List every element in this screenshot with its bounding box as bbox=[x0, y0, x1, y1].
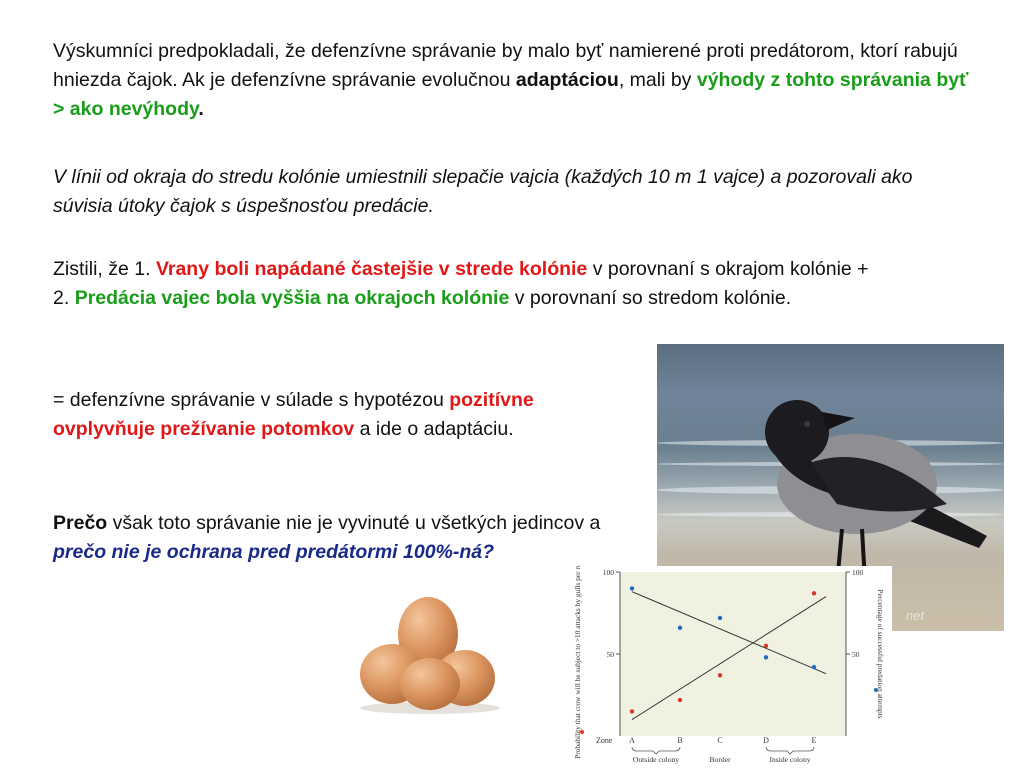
finding1-suffix: v porovnaní s okrajom kolónie + bbox=[587, 258, 869, 280]
paragraph-findings bbox=[53, 255, 963, 313]
x-group-label: Border bbox=[709, 755, 731, 764]
predation-point bbox=[678, 626, 682, 630]
hypothesis-period: . bbox=[198, 98, 204, 120]
paragraph-conclusion bbox=[53, 386, 623, 444]
method-text: V línii od okraja do stredu kolónie umiestnili slepačie vajcia (každých 10 m 1 vajce) a pozorovali ako súvisia útoky čajok s úspešnosťou predácie. bbox=[53, 166, 913, 217]
plot-area bbox=[620, 572, 846, 736]
hypothesis-text-1: Výskumníci predpokladali, že defenzívne správanie by malo byť namierené proti predátorom, ktorí rabujú hniezda čajok. Ak je defenzívne správanie evolučnou bbox=[53, 40, 958, 91]
y-tick-label-left: 100 bbox=[602, 568, 614, 577]
predation-chart bbox=[566, 566, 892, 766]
y-tick-label-left: 50 bbox=[606, 650, 614, 659]
attacks-point bbox=[718, 673, 722, 677]
finding2-suffix: v porovnaní so stredom kolónie. bbox=[509, 287, 792, 309]
finding2-highlight: Predácia vajec bola vyššia na okrajoch kolónie bbox=[74, 287, 510, 309]
conclusion-highlight: pozitívne ovplyvňuje prežívanie potomkov bbox=[53, 389, 534, 440]
conclusion-text-2: a ide o adaptáciu. bbox=[354, 418, 514, 440]
x-axis-zone-label: Zone bbox=[596, 736, 613, 745]
paragraph-question bbox=[53, 509, 623, 567]
egg bbox=[400, 658, 460, 710]
x-tick-label: B bbox=[677, 736, 683, 745]
attacks-point bbox=[812, 591, 816, 595]
x-group-label: Outside colony bbox=[632, 755, 680, 764]
predation-point bbox=[718, 616, 722, 620]
y-tick-label-right: 100 bbox=[852, 568, 864, 577]
conclusion-text-1: = defenzívne správanie v súlade s hypotézou bbox=[53, 389, 450, 411]
finding1-prefix: Zistili, že 1. bbox=[53, 258, 156, 280]
photo-watermark: net bbox=[905, 608, 924, 623]
attacks-point bbox=[630, 709, 634, 713]
hypothesis-text-2: , mali by bbox=[618, 69, 697, 91]
question-highlight: prečo nie je ochrana pred predátormi 100%-ná? bbox=[53, 541, 495, 563]
chart-svg bbox=[566, 566, 892, 766]
paragraph-method bbox=[53, 163, 953, 221]
x-tick-label: C bbox=[717, 736, 723, 745]
x-tick-label: E bbox=[811, 736, 817, 745]
predation-point bbox=[764, 655, 768, 659]
y-tick-label-right: 50 bbox=[852, 650, 860, 659]
eggs-image bbox=[350, 596, 510, 716]
y-axis-left-label: Probability that crow will be subject to >10 attacks by gulls per minute bbox=[573, 566, 582, 759]
benefit-highlight: výhody z tohto správania byť > ako nevýhody bbox=[53, 69, 969, 120]
adaptation-term: adaptáciou bbox=[515, 69, 619, 91]
finding2-prefix: 2. bbox=[53, 287, 75, 309]
question-bold-word: Prečo bbox=[53, 512, 108, 534]
attacks-point bbox=[678, 698, 682, 702]
question-text: však toto správanie nie je vyvinuté u všetkých jedincov a bbox=[107, 512, 601, 534]
y-axis-right-label: Percentage of successful predation attempts bbox=[876, 589, 885, 719]
predation-point bbox=[812, 665, 816, 669]
x-tick-label: A bbox=[629, 736, 635, 745]
paragraph-hypothesis bbox=[53, 37, 973, 124]
finding1-highlight: Vrany boli napádané častejšie v strede kolónie bbox=[155, 258, 588, 280]
eggs-illustration bbox=[350, 596, 510, 716]
x-tick-label: D bbox=[763, 736, 769, 745]
predation-point bbox=[630, 586, 634, 590]
x-group-label: Inside colony bbox=[769, 755, 811, 764]
